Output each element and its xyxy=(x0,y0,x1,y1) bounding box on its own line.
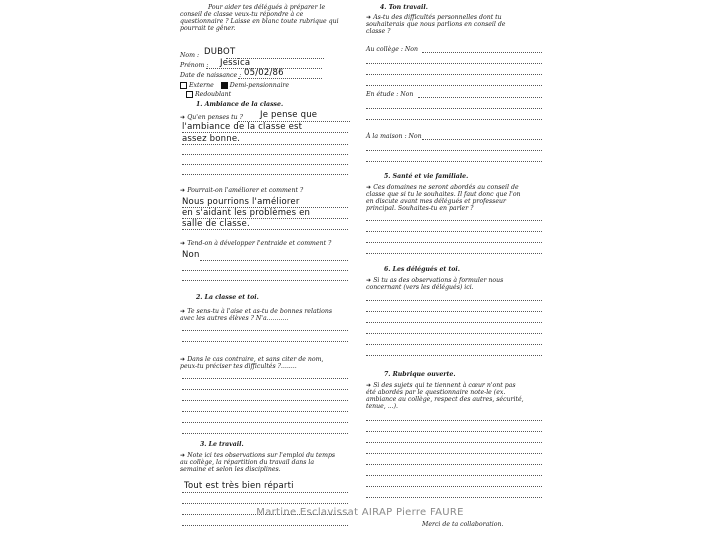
section-1-question-1: ➜ Qu'en penses tu ? xyxy=(180,114,243,121)
section-7-title: 7. Rubrique ouverte. xyxy=(384,371,456,378)
merci-text: Merci de ta collaboration. xyxy=(422,521,504,528)
dots xyxy=(182,270,348,271)
dots xyxy=(182,341,348,342)
dots xyxy=(182,144,348,145)
dots xyxy=(182,164,348,165)
section-1-question-2: ➜ Pourrait-on l'améliorer et comment ? xyxy=(180,187,304,194)
dots xyxy=(182,330,348,331)
intro-line-3: questionnaire ? Laisse en blanc toute rubrique qui xyxy=(180,18,339,25)
college-label: Au collège : Non xyxy=(366,46,418,53)
section-2-question-1-line-2: avec les autres élèves ? N'a........... xyxy=(180,315,289,322)
arrow-icon: ➜ xyxy=(180,308,186,315)
answer-3: Non xyxy=(182,250,200,260)
dots xyxy=(200,260,348,261)
dots xyxy=(182,174,348,175)
dots xyxy=(182,400,348,401)
arrow-icon: ➜ xyxy=(180,114,186,121)
section-3-title: 3. Le travail. xyxy=(200,441,244,448)
redoublant-checkbox[interactable] xyxy=(186,91,193,98)
arrow-icon: ➜ xyxy=(180,240,186,247)
etude-label: En étude : Non xyxy=(366,91,414,98)
dots xyxy=(422,139,542,140)
maison-label: À la maison : Non xyxy=(366,133,422,140)
dots xyxy=(366,475,542,476)
section-4-question-line-2: souhaiterais que nous parlions en conseil de xyxy=(366,21,506,28)
externe-checkbox[interactable] xyxy=(180,82,187,89)
dots xyxy=(182,422,348,423)
dots xyxy=(366,253,542,254)
dots xyxy=(366,322,542,323)
section-6-question-line-1: ➜ Si tu as des observations à formuler nous xyxy=(366,277,504,284)
dots xyxy=(366,497,542,498)
demi-pensionnaire-checkbox[interactable] xyxy=(221,82,228,89)
dots xyxy=(366,333,542,334)
demi-label: Demi-pensionnaire xyxy=(229,82,290,89)
section-3-question-1-line-2: au collège, la répartition du travail dans la xyxy=(180,459,315,466)
dots xyxy=(182,492,348,493)
section-5-question-line-4: principal. Souhaites-tu en parler ? xyxy=(366,205,474,212)
arrow-icon: ➜ xyxy=(366,382,372,389)
dots xyxy=(182,132,348,133)
nom-value: DUBOT xyxy=(204,47,236,57)
dots xyxy=(366,85,542,86)
section-5-question-line-2: classe que si tu le souhaites. Il faut donc que l'on xyxy=(366,191,521,198)
arrow-icon: ➜ xyxy=(366,277,372,284)
section-1-question-3: ➜ Tend-on à développer l'entraide et comment ? xyxy=(180,240,332,247)
section-6-question-line-2: concernant (vers les délégués) ici. xyxy=(366,284,474,291)
dots xyxy=(182,154,348,155)
dots xyxy=(182,229,348,230)
naissance-dots xyxy=(238,78,322,79)
dots xyxy=(366,431,542,432)
dots xyxy=(366,311,542,312)
dots xyxy=(366,108,542,109)
arrow-icon: ➜ xyxy=(366,14,372,21)
dots xyxy=(182,378,348,379)
section-3-question-1-line-1: ➜ Note ici tes observations sur l'emploi du temps xyxy=(180,452,336,459)
answer-1-line-1: Je pense que xyxy=(260,110,318,120)
dots xyxy=(366,344,542,345)
dots xyxy=(182,433,348,434)
answer-1-line-3: assez bonne. xyxy=(182,134,241,144)
dots xyxy=(366,464,542,465)
footer-credit: Martine Esclavissat AIRAP Pierre FAURE xyxy=(256,507,464,518)
dots xyxy=(366,161,542,162)
section-5-title: 5. Santé et vie familiale. xyxy=(384,173,469,180)
dots xyxy=(366,231,542,232)
dots xyxy=(366,300,542,301)
dots xyxy=(366,63,542,64)
section-2-title: 2. La classe et toi. xyxy=(196,294,259,301)
section-3-answer: Tout est très bien réparti xyxy=(184,481,294,491)
section-5-question-line-1: ➜ Ces domaines ne seront abordés au conseil de xyxy=(366,184,519,191)
dots xyxy=(366,453,542,454)
section-2-question-2-line-2: peux-tu préciser tes difficultés ?........ xyxy=(180,363,297,370)
section-7-question-line-4: tenue, ...). xyxy=(366,403,398,410)
arrow-icon: ➜ xyxy=(180,356,186,363)
arrow-icon: ➜ xyxy=(180,187,186,194)
arrow-icon: ➜ xyxy=(180,452,186,459)
dots xyxy=(366,420,542,421)
prenom-label: Prénom : xyxy=(180,62,209,69)
section-4-question-line-1: ➜ As-tu des difficultés personnelles dont tu xyxy=(366,14,502,21)
intro-line-4: pourrait te gêner. xyxy=(180,25,236,32)
dots xyxy=(366,150,542,151)
dots xyxy=(366,442,542,443)
section-2-question-1-line-1: ➜ Te sens-tu à l'aise et as-tu de bonnes relations xyxy=(180,308,332,315)
section-1-title: 1. Ambiance de la classe. xyxy=(196,101,284,108)
dots xyxy=(366,355,542,356)
section-7-question-line-2: été abordés par le questionnaire note-le (ex. xyxy=(366,389,506,396)
section-5-question-line-3: en discute avant mes délégués et professeur xyxy=(366,198,506,205)
dots xyxy=(366,220,542,221)
intro-line-2: conseil de classe veux-tu répondre à ce xyxy=(180,11,304,18)
section-7-question-line-3: ambiance au collège, respect des autres, sécurité, xyxy=(366,396,524,403)
dots xyxy=(418,97,542,98)
dots xyxy=(182,280,348,281)
intro-line-1: Pour aider tes délégués à préparer le xyxy=(208,4,326,11)
dots xyxy=(422,52,542,53)
dots xyxy=(182,503,348,504)
dots xyxy=(366,74,542,75)
dots xyxy=(366,119,542,120)
dots xyxy=(182,411,348,412)
redoublant-label: Redoublant xyxy=(195,91,232,98)
dots xyxy=(366,486,542,487)
naissance-value: 05/02/86 xyxy=(244,68,284,78)
redoublant-row xyxy=(186,91,231,98)
nom-label: Nom : xyxy=(180,52,200,59)
dots xyxy=(182,525,348,526)
prenom-value: Jessica xyxy=(220,58,251,68)
section-4-title: 4. Ton travail. xyxy=(380,4,428,11)
section-7-question-line-1: ➜ Si des sujets qui te tiennent à cœur n'ont pas xyxy=(366,382,516,389)
externe-label: Externe xyxy=(189,82,214,89)
dots xyxy=(182,389,348,390)
section-6-title: 6. Les délégués et toi. xyxy=(384,266,460,273)
dots xyxy=(366,242,542,243)
answer-1-line-2: l'ambiance de la classe est xyxy=(182,122,303,132)
naissance-label: Date de naissance : xyxy=(180,72,242,79)
answer-2-line-2: en s'aidant les problèmes en xyxy=(182,208,311,218)
arrow-icon: ➜ xyxy=(366,184,372,191)
section-2-question-2-line-1: ➜ Dans le cas contraire, et sans citer de nom, xyxy=(180,356,324,363)
externe-row xyxy=(180,82,289,89)
section-4-question-line-3: classe ? xyxy=(366,28,391,35)
section-3-question-1-line-3: semaine et selon les disciplines. xyxy=(180,466,281,473)
answer-2-line-3: salle de classe. xyxy=(182,219,250,229)
answer-2-line-1: Nous pourrions l'améliorer xyxy=(182,197,300,207)
